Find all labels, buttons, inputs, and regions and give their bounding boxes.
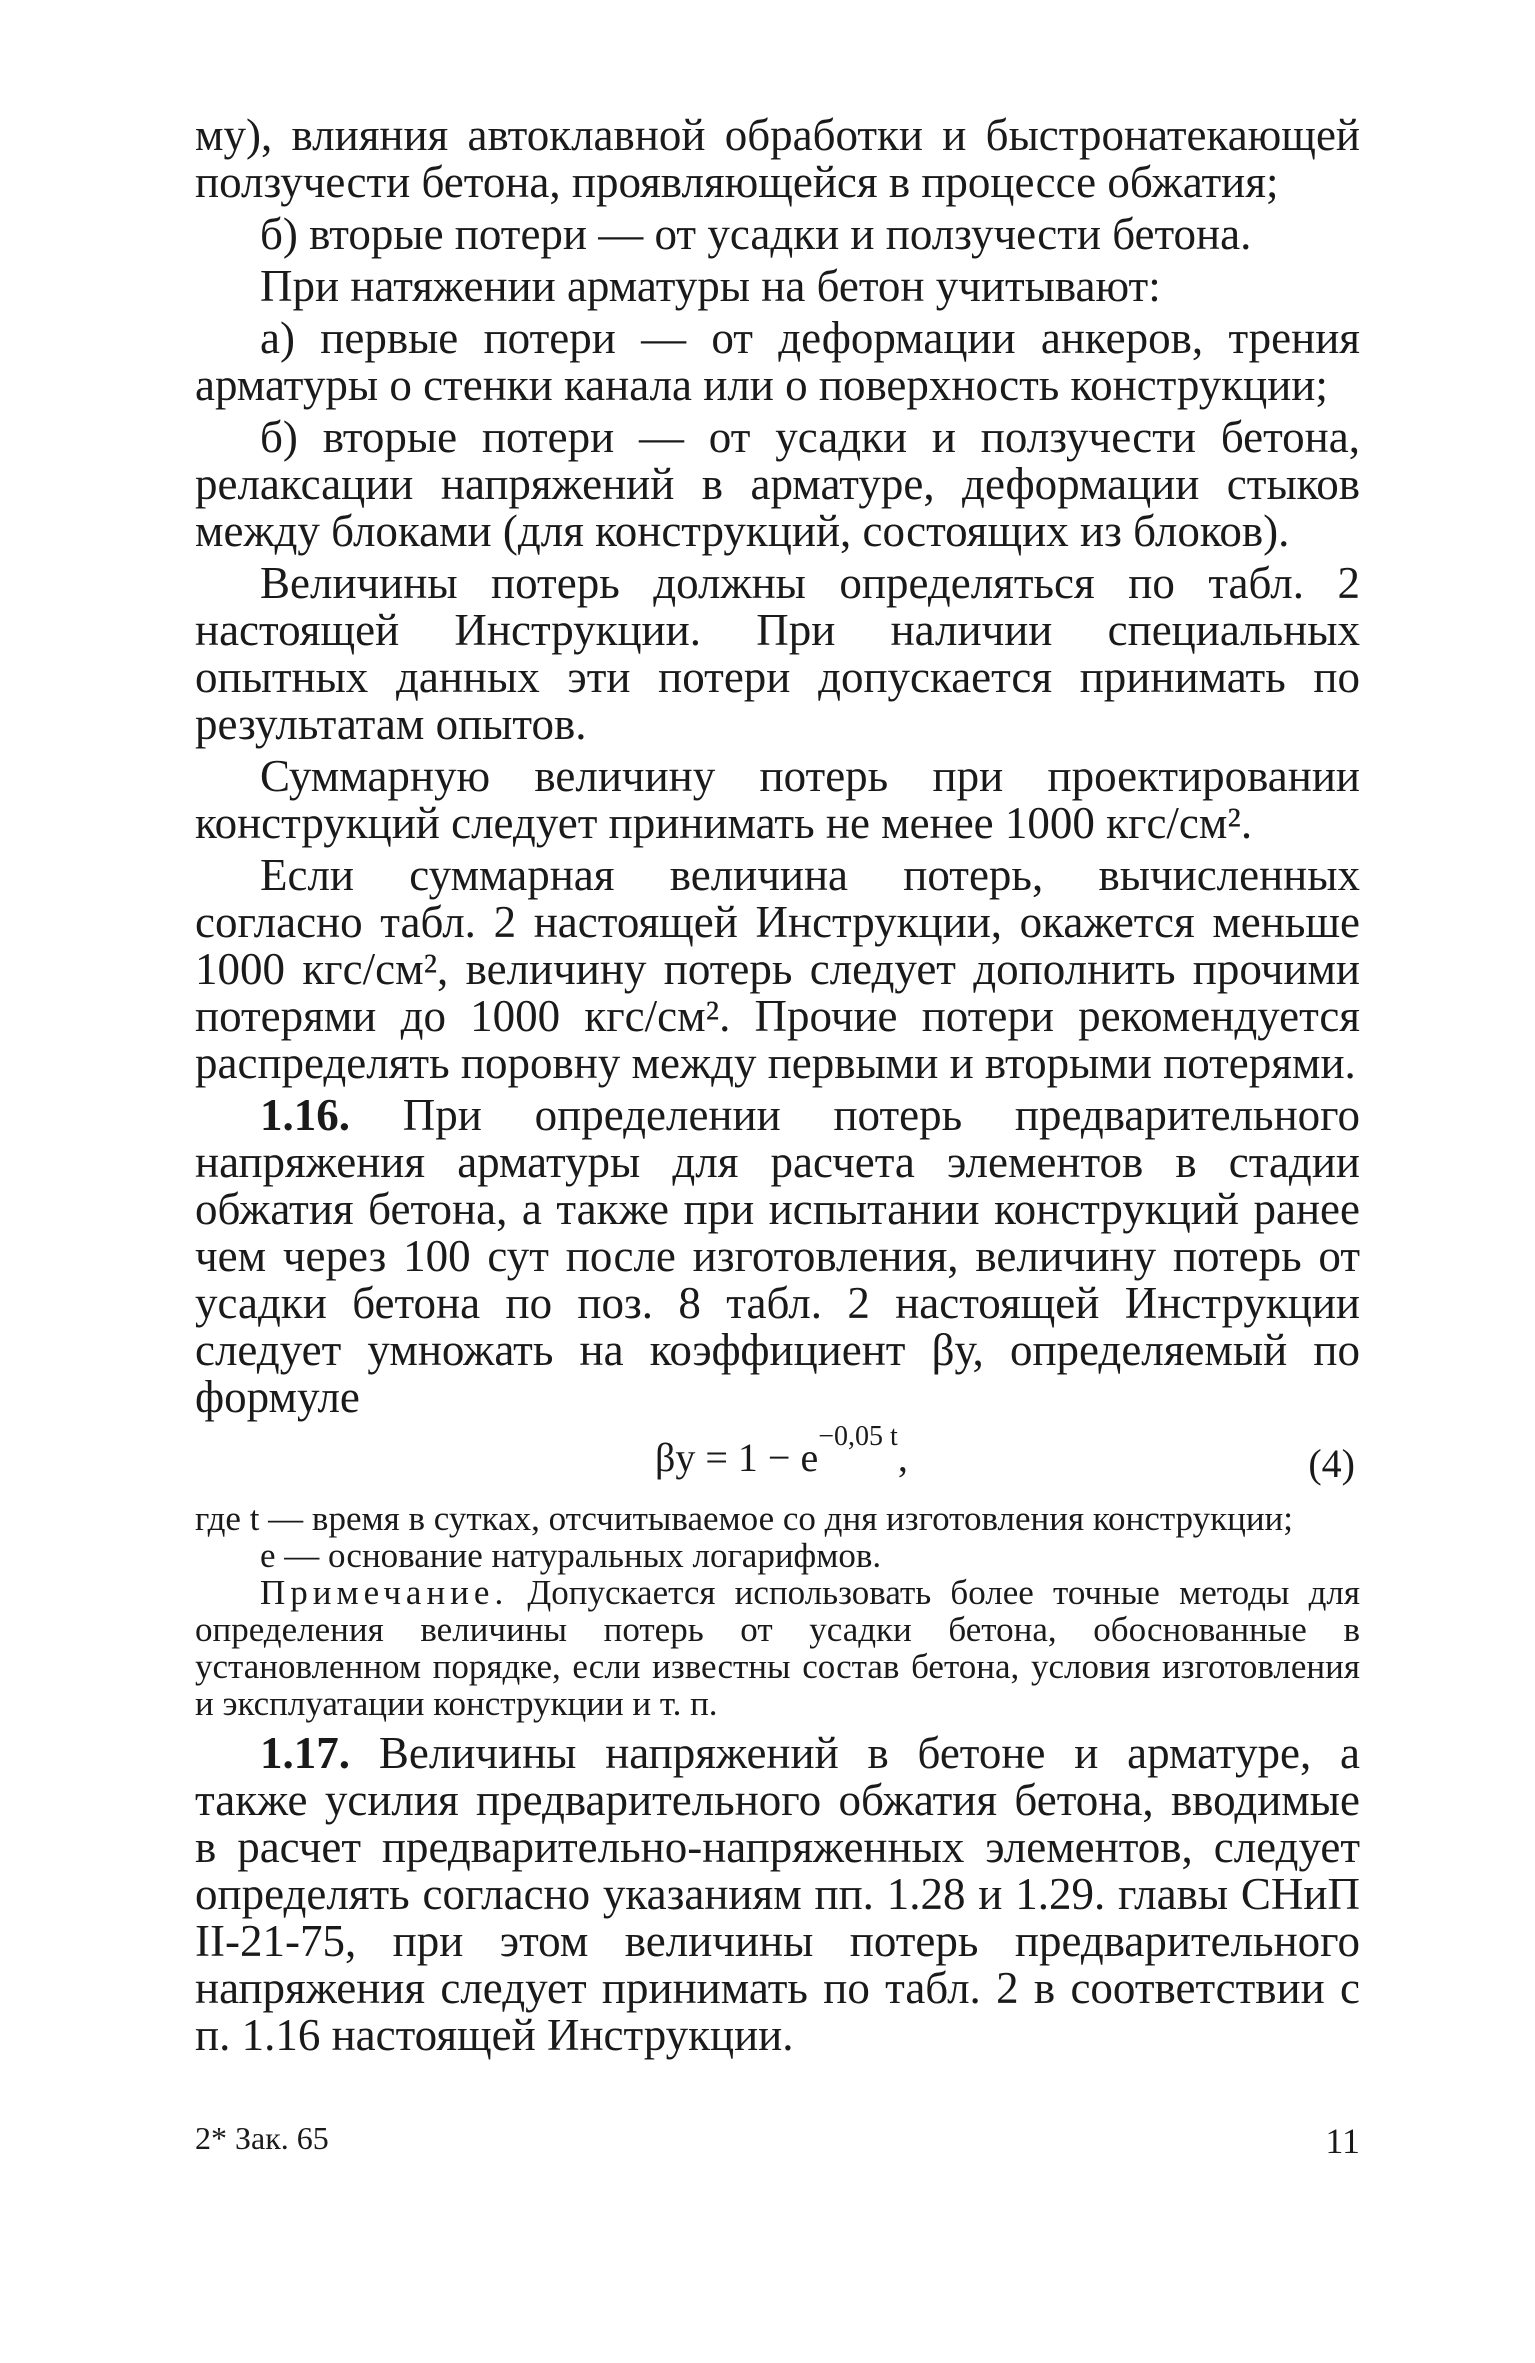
page-number: 11 xyxy=(1325,2121,1360,2161)
equation-number: (4) xyxy=(1308,1441,1355,1486)
section-text: Величины напряжений в бетоне и арматуре, а также усилия предварительного обжатия бетона, вводимые в расчет предварительно-напряженных элементов, следует определять согласно указаниям пп. 1.28 и 1.29. главы СНиП II-21-75, при этом величины потерь предварительного напряжения следует принимать по табл. 2 в соответствии с п. 1.16 настоящей Инструкции. xyxy=(195,1728,1361,2060)
paragraph: б) вторые потери — от усадки и ползучести бетона. xyxy=(260,209,1252,259)
paragraph: му), влияния автоклавной обработки и быстронатекающей ползучести бетона, проявляющейся в процессе обжатия; xyxy=(195,110,1360,207)
formula-4 xyxy=(195,1421,1360,1498)
note-text: Допускается использовать более точные методы для определения величины потерь от усадки бетона, обоснованные в установленном порядке, если известны состав бетона, условия изготовления и эксплуатации конструкции и т. п. xyxy=(195,1573,1360,1723)
section-number: 1.16. xyxy=(260,1090,350,1140)
paragraph: Суммарную величину потерь при проектировании конструкций следует принимать не менее 1000 кгс/см². xyxy=(195,751,1360,848)
note-label: Примечание. xyxy=(260,1573,509,1612)
paragraph: Величины потерь должны определяться по табл. 2 настоящей Инструкции. При наличии специальных опытных данных эти потери допускается принимать по результатам опытов. xyxy=(195,558,1360,749)
section-1-17 xyxy=(195,1730,1360,2059)
paragraph: При натяжении арматуры на бетон учитывают: xyxy=(260,261,1161,311)
paragraph: Если суммарная величина потерь, вычисленных согласно табл. 2 настоящей Инструкции, окажется меньше 1000 кгс/см², величину потерь следует дополнить прочими потерями до 1000 кгс/см². Прочие потери рекомендуется распределять поровну между первыми и вторыми потерями. xyxy=(195,850,1360,1088)
paragraph: б) вторые потери — от усадки и ползучести бетона, релаксации напряжений в арматуре, деформации стыков между блоками (для конструкций, состоящих из блоков). xyxy=(195,412,1360,556)
definition-t: где t — время в сутках, отсчитываемое со дня изготовления конструкции; xyxy=(195,1499,1294,1538)
formula-comma: , xyxy=(897,1435,908,1480)
print-signature: 2* Зак. 65 xyxy=(195,2120,329,2156)
definitions xyxy=(195,1500,1360,1722)
section-number: 1.17. xyxy=(260,1728,350,1778)
definition-e: e — основание натуральных логарифмов. xyxy=(260,1536,882,1575)
body-text xyxy=(195,112,1360,2064)
section-text: При определении потерь предварительного напряжения арматуры для расчета элементов в стадии обжатия бетона, а также при испытании конструкций ранее чем через 100 сут после изготовления, величину потерь от усадки бетона по поз. 8 табл. 2 настоящей Инструкции следует умножать на коэффициент βу, определяемый по формуле xyxy=(195,1090,1361,1422)
section-1-16 xyxy=(195,1092,1360,1421)
note xyxy=(195,1574,1360,1722)
paragraph: а) первые потери — от деформации анкеров, трения арматуры о стенки канала или о поверхность конструкции; xyxy=(195,313,1360,410)
formula-exponent: −0,05 t xyxy=(818,1421,898,1452)
formula-expression xyxy=(655,1421,908,1486)
formula-lhs: βу = 1 − e xyxy=(655,1435,819,1480)
